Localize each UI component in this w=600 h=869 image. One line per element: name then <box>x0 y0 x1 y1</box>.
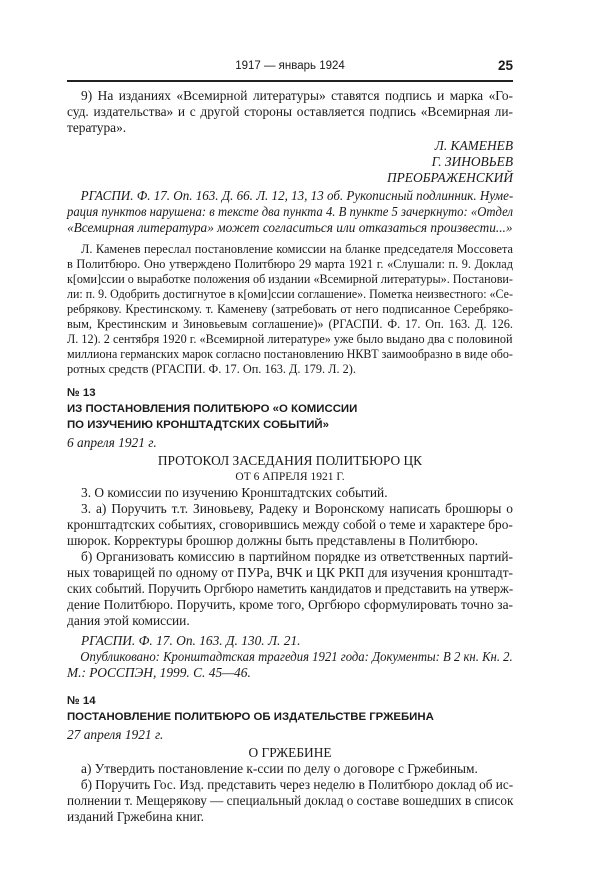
document-title: ПОСТАНОВЛЕНИЕ ПОЛИТБЮРО ОБ ИЗДАТЕЛЬСТВЕ ГРЖЕБИНА <box>67 710 434 723</box>
signature: Л. КАМЕНЕВ <box>434 137 513 153</box>
doc12-source <box>67 188 513 236</box>
text-line: суд. издательства» и с другой стороны оставляется подпись «Всемирная ли- <box>67 103 513 119</box>
signature: Г. ЗИНОВЬЕВ <box>431 153 513 169</box>
document-title: ИЗ ПОСТАНОВЛЕНИЯ ПОЛИТБЮРО «О КОМИССИИ <box>67 402 358 415</box>
publication-note: М.: РОССПЭН, 1999. С. 45—46. <box>67 664 251 680</box>
text-line: кронштадтских событиях, сговорившись между собой о теме и характере бро- <box>67 516 513 532</box>
text-line: б) Поручить Гос. Изд. представить через неделю в Политбюро доклад об ис- <box>80 776 514 792</box>
signature: ПРЕОБРАЖЕНСКИЙ <box>386 169 513 185</box>
text-line: миллиона германских марок согласно постановлению НКВТ заимообразно в виде обо- <box>67 346 513 361</box>
text-line: 3. О комиссии по изучению Кронштадтских событий. <box>81 484 388 500</box>
doc12-note <box>67 242 513 377</box>
section-heading: О ГРЖЕБИНЕ <box>248 744 332 760</box>
text-line: РГАСПИ. Ф. 17. Оп. 163. Д. 66. Л. 12, 13, 13 об. Рукописный подлинник. Нуме- <box>80 187 514 203</box>
doc12-paragraph <box>67 88 513 136</box>
text-line: рация пунктов нарушена: в тексте два пункта 4. В пункте 5 зачеркнуто: «Отдел <box>67 203 513 219</box>
text-line: ных товарищей по одному от ПУРа, ВЧК и ЦК РКП для изучения кронштадт- <box>67 564 513 580</box>
document-date: 27 апреля 1921 г. <box>67 726 164 742</box>
text-line: 3. а) Поручить т.т. Зиновьеву, Радеку и Воронскому написать брошюры о <box>81 500 513 516</box>
book-page <box>67 58 513 825</box>
document-13 <box>67 385 513 681</box>
document-date: 6 апреля 1921 г. <box>67 434 157 450</box>
text-line: «Всемирная литература» может согласиться или отказаться произвести...» <box>67 219 513 235</box>
signatures <box>67 138 513 186</box>
text-line: 9) На изданиях «Всемирной литературы» ставятся подпись и марка «Го- <box>81 87 513 103</box>
running-title: 1917 — январь 1924 <box>235 60 345 72</box>
text-line: к[оми]ссии о выработке положения об издании «Всемирной литературы». Постанови- <box>67 271 513 286</box>
text-line: ребрякову. Крестинскому. т. Каменеву (затребовать от него подписанное Серебряко- <box>67 301 513 316</box>
text-line: изданий Гржебина книг. <box>67 808 205 824</box>
document-title: ПО ИЗУЧЕНИЮ КРОНШТАДТСКИХ СОБЫТИЙ» <box>67 418 329 431</box>
text-line: Л. 12). 2 сентября 1920 г. «Всемирной литературе» уже было выдано два с половиной <box>67 331 513 346</box>
running-header <box>67 58 513 78</box>
text-line: ли: п. 9. Одобрить достигнутое в к[оми]ссии соглашение». Пометка неизвестного: «Се- <box>67 286 513 301</box>
text-line: в Политбюро. Оно утверждено Политбюро 29 марта 1921 г. «Слушали: п. 9. Доклад <box>67 256 513 271</box>
text-line: б) Организовать комиссию в партийном порядке из ответственных партий- <box>81 548 513 564</box>
page-number: 25 <box>497 58 513 73</box>
document-number: № 13 <box>67 386 96 399</box>
text-line: шюрок. Корректуры брошюр должны быть представлены в Политбюро. <box>67 532 479 548</box>
document-number: № 14 <box>67 694 96 707</box>
header-rule <box>67 80 513 82</box>
text-line: а) Утвердить постановление к-ссии по делу о договоре с Гржебиным. <box>81 760 478 776</box>
text-line: дания этой комиссии. <box>67 612 190 628</box>
text-line: дение Политбюро. Поручить, кроме того, Оргбюро сформулировать точно за- <box>67 596 513 612</box>
text-line: Л. Каменев переслал постановление комиссии на бланке председателя Моссовета <box>81 241 513 256</box>
document-14 <box>67 693 513 825</box>
protocol-subtitle: ОТ 6 АПРЕЛЯ 1921 Г. <box>235 470 345 483</box>
text-line: ротных средств (РГАСПИ. Ф. 17. Оп. 163. Д. 179. Л. 2). <box>67 361 356 376</box>
text-line: полнении т. Мещерякову — специальный доклад о составе вошедших в список <box>67 792 514 808</box>
text-line: тература». <box>67 119 127 135</box>
publication-note: Опубликовано: Кронштадтская трагедия 1921 года: Документы: В 2 кн. Кн. 2. <box>80 648 513 664</box>
protocol-title: ПРОТОКОЛ ЗАСЕДАНИЯ ПОЛИТБЮРО ЦК <box>157 452 423 468</box>
text-line: ских событий. Поручить Оргбюро наметить кандидатов и представить на утверж- <box>67 580 514 596</box>
text-line: вым, Крестинским и Зиновьевым соглашение)» (РГАСПИ. Ф. 17. Оп. 163. Д. 126. <box>67 316 513 331</box>
archive-source: РГАСПИ. Ф. 17. Оп. 163. Д. 130. Л. 21. <box>81 632 301 648</box>
